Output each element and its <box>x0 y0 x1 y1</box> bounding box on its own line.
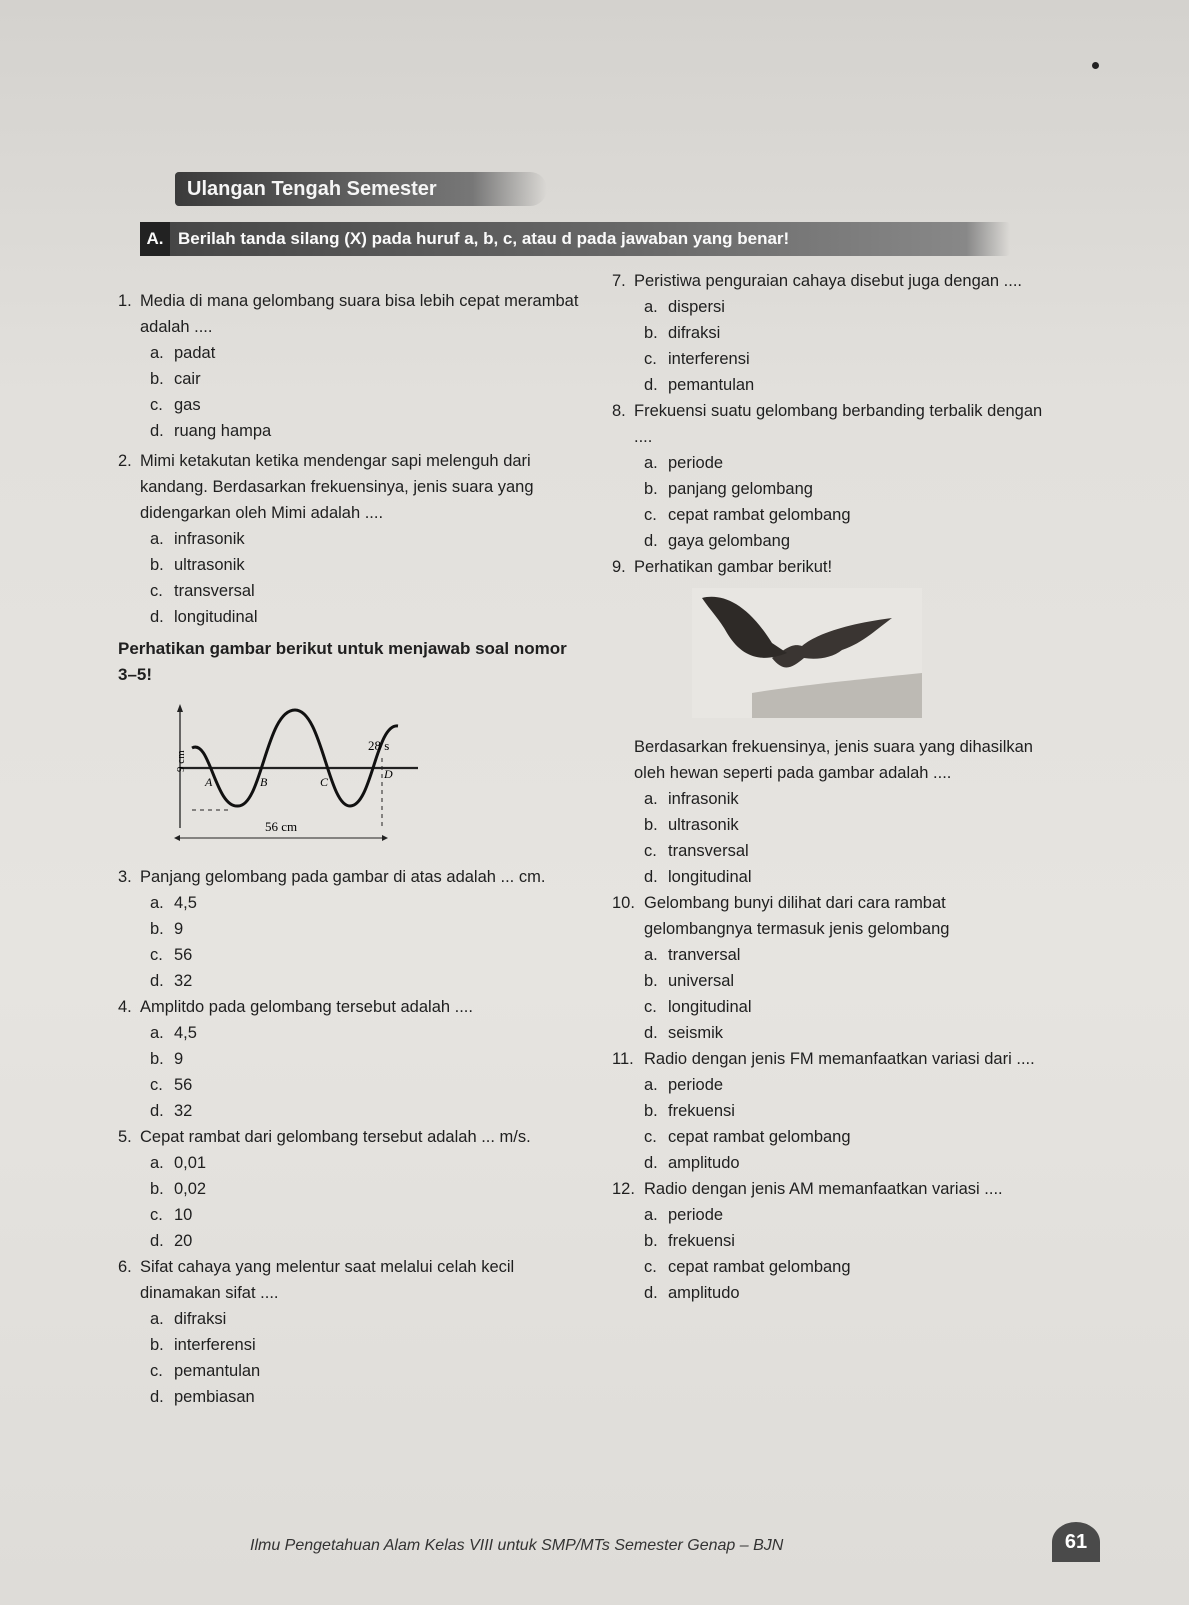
option-text: seismik <box>668 1024 724 1042</box>
answer-option[interactable] <box>612 1098 1052 1124</box>
answer-option[interactable] <box>118 1228 588 1254</box>
answer-option[interactable] <box>118 1176 588 1202</box>
option-text: dispersi <box>668 298 725 316</box>
answer-option[interactable] <box>118 418 588 444</box>
option-list <box>118 890 588 994</box>
question-number: 1. <box>118 292 132 310</box>
wave-point-c: C <box>320 775 329 789</box>
question-7 <box>612 268 1052 398</box>
option-letter: c. <box>644 350 657 368</box>
option-text: interferensi <box>174 1336 256 1354</box>
wave-length-label: 56 cm <box>265 819 298 834</box>
answer-option[interactable] <box>612 450 1052 476</box>
option-letter: a. <box>644 1076 658 1094</box>
option-letter: c. <box>150 396 163 414</box>
answer-option[interactable] <box>118 1358 588 1384</box>
question-number: 7. <box>612 272 626 290</box>
answer-option[interactable] <box>118 1046 588 1072</box>
option-text: longitudinal <box>668 868 752 886</box>
option-letter: a. <box>644 298 658 316</box>
option-letter: c. <box>150 582 163 600</box>
section-title: Ulangan Tengah Semester <box>175 172 547 206</box>
option-text: transversal <box>668 842 749 860</box>
answer-option[interactable] <box>612 1280 1052 1306</box>
answer-option[interactable] <box>612 372 1052 398</box>
answer-option[interactable] <box>118 1072 588 1098</box>
option-text: difraksi <box>174 1310 227 1328</box>
option-letter: d. <box>644 1284 658 1302</box>
answer-option[interactable] <box>118 578 588 604</box>
wave-diagram <box>170 698 430 848</box>
question-8 <box>612 398 1052 554</box>
right-column <box>612 268 1052 1306</box>
option-text: longitudinal <box>174 608 258 626</box>
question-number: 8. <box>612 402 626 420</box>
question-5 <box>118 1124 588 1254</box>
option-text: gaya gelombang <box>668 532 791 550</box>
question-9-body <box>612 734 1052 890</box>
bat-image <box>692 588 922 718</box>
option-letter: b. <box>644 324 658 342</box>
option-text: amplitudo <box>668 1284 740 1302</box>
wave-amplitude-label: 9 cm <box>175 750 187 772</box>
answer-option[interactable] <box>118 916 588 942</box>
option-letter: d. <box>150 1102 164 1120</box>
wave-point-a: A <box>205 775 213 789</box>
question-number: 11. <box>612 1050 634 1068</box>
question-text: Panjang gelombang pada gambar di atas adalah ... cm. <box>140 868 546 886</box>
question-text: Cepat rambat dari gelombang tersebut adalah ... m/s. <box>140 1128 531 1146</box>
option-list <box>612 450 1052 554</box>
option-text: 32 <box>174 1102 193 1120</box>
option-letter: a. <box>150 530 164 548</box>
question-text: Sifat cahaya yang melentur saat melalui celah kecil dinamakan sifat .... <box>140 1258 515 1302</box>
option-letter: b. <box>150 920 164 938</box>
answer-option[interactable] <box>118 1150 588 1176</box>
option-text: infrasonik <box>668 790 739 808</box>
option-text: infrasonik <box>174 530 245 548</box>
page-number: 61 <box>1052 1522 1100 1562</box>
question-9-after-text: Berdasarkan frekuensinya, jenis suara yang dihasilkan oleh hewan seperti pada gambar adalah .... <box>634 738 1033 782</box>
option-letter: d. <box>644 1024 658 1042</box>
footer-text: Ilmu Pengetahuan Alam Kelas VIII untuk SMP/MTs Semester Genap – BJN <box>250 1537 784 1554</box>
question-11 <box>612 1046 1052 1176</box>
option-text: padat <box>174 344 216 362</box>
answer-option[interactable] <box>118 1384 588 1410</box>
option-letter: b. <box>644 816 658 834</box>
option-text: 32 <box>174 972 193 990</box>
option-letter: c. <box>644 1128 657 1146</box>
option-letter: b. <box>150 556 164 574</box>
answer-option[interactable] <box>118 552 588 578</box>
option-text: pemantulan <box>668 376 755 394</box>
option-letter: c. <box>150 1206 163 1224</box>
answer-option[interactable] <box>612 1150 1052 1176</box>
option-letter: a. <box>644 790 658 808</box>
answer-option[interactable] <box>612 838 1052 864</box>
answer-option[interactable] <box>612 942 1052 968</box>
option-text: ultrasonik <box>174 556 245 574</box>
instruction-text: Berilah tanda silang (X) pada huruf a, b, c, atau d pada jawaban yang benar! <box>178 229 790 248</box>
answer-option[interactable] <box>118 340 588 366</box>
question-text: Peristiwa penguraian cahaya disebut juga dengan .... <box>634 272 1023 290</box>
wave-curve <box>192 710 398 806</box>
option-text: 20 <box>174 1232 193 1250</box>
option-letter: a. <box>150 1154 164 1172</box>
option-letter: a. <box>644 1206 658 1224</box>
question-3 <box>118 864 588 994</box>
option-letter: b. <box>150 1336 164 1354</box>
option-letter: d. <box>150 1388 164 1406</box>
question-6 <box>118 1254 588 1410</box>
option-text: frekuensi <box>668 1232 735 1250</box>
question-12 <box>612 1176 1052 1306</box>
option-letter: c. <box>150 1076 163 1094</box>
instruction-letter: A. <box>140 222 170 256</box>
answer-option[interactable] <box>612 968 1052 994</box>
question-2 <box>118 448 588 630</box>
option-text: cepat rambat gelombang <box>668 1128 851 1146</box>
length-arrow-left-icon <box>174 835 180 841</box>
option-list <box>118 1150 588 1254</box>
answer-option[interactable] <box>118 1306 588 1332</box>
question-text: Gelombang bunyi dilihat dari cara rambat gelombangnya termasuk jenis gelombang <box>644 894 950 938</box>
option-letter: b. <box>644 1232 658 1250</box>
answer-option[interactable] <box>118 526 588 552</box>
option-list <box>612 942 1052 1046</box>
option-letter: c. <box>150 946 163 964</box>
option-letter: c. <box>644 1258 657 1276</box>
option-text: cair <box>174 370 201 388</box>
question-9 <box>612 554 1052 580</box>
question-text: Perhatikan gambar berikut! <box>634 558 833 576</box>
option-text: panjang gelombang <box>668 480 813 498</box>
answer-option[interactable] <box>612 294 1052 320</box>
option-text: 4,5 <box>174 1024 197 1042</box>
answer-option[interactable] <box>118 392 588 418</box>
option-letter: d. <box>150 422 164 440</box>
left-column <box>118 288 588 1410</box>
option-text: transversal <box>174 582 255 600</box>
answer-option[interactable] <box>612 528 1052 554</box>
question-text: Mimi ketakutan ketika mendengar sapi melenguh dari kandang. Berdasarkan frekuensinya, jenis suara yang didengarkan oleh Mimi adalah .... <box>140 452 534 522</box>
option-list <box>118 1306 588 1410</box>
answer-option[interactable] <box>612 1020 1052 1046</box>
option-list <box>118 526 588 630</box>
question-number: 5. <box>118 1128 132 1146</box>
answer-option[interactable] <box>612 320 1052 346</box>
option-letter: d. <box>644 1154 658 1172</box>
option-text: tranversal <box>668 946 741 964</box>
option-list <box>612 1202 1052 1306</box>
question-text: Radio dengan jenis AM memanfaatkan variasi .... <box>644 1180 1003 1198</box>
length-arrow-right-icon <box>382 835 388 841</box>
figure-intro: Perhatikan gambar berikut untuk menjawab soal nomor 3–5! <box>118 639 567 684</box>
question-1 <box>118 288 588 444</box>
answer-option[interactable] <box>118 604 588 630</box>
answer-option[interactable] <box>612 812 1052 838</box>
question-number: 3. <box>118 868 132 886</box>
question-number: 10. <box>612 894 635 912</box>
answer-option[interactable] <box>118 942 588 968</box>
option-letter: b. <box>150 1180 164 1198</box>
axis-arrow-icon <box>177 704 183 712</box>
option-letter: c. <box>644 998 657 1016</box>
answer-option[interactable] <box>118 366 588 392</box>
answer-option[interactable] <box>612 1124 1052 1150</box>
option-letter: a. <box>150 1310 164 1328</box>
option-letter: d. <box>644 532 658 550</box>
option-text: pemantulan <box>174 1362 261 1380</box>
question-number: 12. <box>612 1180 635 1198</box>
option-letter: b. <box>150 370 164 388</box>
answer-option[interactable] <box>612 502 1052 528</box>
option-text: 0,02 <box>174 1180 207 1198</box>
option-text: 10 <box>174 1206 193 1224</box>
option-text: 56 <box>174 1076 193 1094</box>
answer-option[interactable] <box>118 1202 588 1228</box>
answer-option[interactable] <box>612 864 1052 890</box>
question-number: 4. <box>118 998 132 1016</box>
option-letter: d. <box>150 1232 164 1250</box>
option-letter: b. <box>150 1050 164 1068</box>
question-number: 6. <box>118 1258 132 1276</box>
wave-time-label: 28 s <box>368 738 390 753</box>
option-text: 56 <box>174 946 193 964</box>
wave-point-b: B <box>260 775 268 789</box>
answer-option[interactable] <box>118 1332 588 1358</box>
question-text: Radio dengan jenis FM memanfaatkan variasi dari .... <box>644 1050 1035 1068</box>
answer-option[interactable] <box>612 476 1052 502</box>
option-text: frekuensi <box>668 1102 735 1120</box>
option-text: interferensi <box>668 350 750 368</box>
question-number: 2. <box>118 452 132 470</box>
answer-option[interactable] <box>612 1228 1052 1254</box>
option-letter: c. <box>644 842 657 860</box>
option-letter: b. <box>644 1102 658 1120</box>
page-mark <box>1092 62 1099 69</box>
question-4 <box>118 994 588 1124</box>
option-letter: c. <box>644 506 657 524</box>
option-text: pembiasan <box>174 1388 255 1406</box>
option-text: amplitudo <box>668 1154 740 1172</box>
option-letter: c. <box>150 1362 163 1380</box>
option-text: cepat rambat gelombang <box>668 1258 851 1276</box>
answer-option[interactable] <box>612 346 1052 372</box>
question-10 <box>612 890 1052 1046</box>
option-text: ultrasonik <box>668 816 739 834</box>
option-letter: a. <box>644 946 658 964</box>
option-text: 9 <box>174 920 184 938</box>
option-text: ruang hampa <box>174 422 272 440</box>
option-letter: a. <box>150 344 164 362</box>
answer-option[interactable] <box>612 1202 1052 1228</box>
option-text: universal <box>668 972 735 990</box>
option-list <box>118 1020 588 1124</box>
answer-option[interactable] <box>612 1254 1052 1280</box>
option-text: 0,01 <box>174 1154 207 1172</box>
question-number: 9. <box>612 558 626 576</box>
option-letter: d. <box>644 868 658 886</box>
option-letter: a. <box>150 894 164 912</box>
option-text: gas <box>174 396 201 414</box>
option-text: cepat rambat gelombang <box>668 506 851 524</box>
question-text: Media di mana gelombang suara bisa lebih cepat merambat adalah .... <box>140 292 579 336</box>
option-text: longitudinal <box>668 998 752 1016</box>
option-list <box>612 1072 1052 1176</box>
option-letter: d. <box>644 376 658 394</box>
option-letter: d. <box>150 608 164 626</box>
wave-point-d: D <box>384 767 393 781</box>
instruction-bar <box>140 222 1010 256</box>
option-letter: a. <box>150 1024 164 1042</box>
option-text: 4,5 <box>174 894 197 912</box>
question-text: Amplitdo pada gelombang tersebut adalah .... <box>140 998 473 1016</box>
answer-option[interactable] <box>118 968 588 994</box>
answer-option[interactable] <box>612 994 1052 1020</box>
answer-option[interactable] <box>612 786 1052 812</box>
option-text: periode <box>668 1076 724 1094</box>
question-text: Frekuensi suatu gelombang berbanding terbalik dengan .... <box>634 402 1043 446</box>
option-list <box>612 294 1052 398</box>
answer-option[interactable] <box>612 1072 1052 1098</box>
option-letter: b. <box>644 480 658 498</box>
answer-option[interactable] <box>118 1020 588 1046</box>
option-list <box>118 340 588 444</box>
question-9-options <box>612 786 1052 890</box>
option-text: difraksi <box>668 324 721 342</box>
option-letter: d. <box>150 972 164 990</box>
option-text: 9 <box>174 1050 184 1068</box>
option-text: periode <box>668 1206 724 1224</box>
option-letter: b. <box>644 972 658 990</box>
option-text: periode <box>668 454 724 472</box>
answer-option[interactable] <box>118 1098 588 1124</box>
option-letter: a. <box>644 454 658 472</box>
answer-option[interactable] <box>118 890 588 916</box>
